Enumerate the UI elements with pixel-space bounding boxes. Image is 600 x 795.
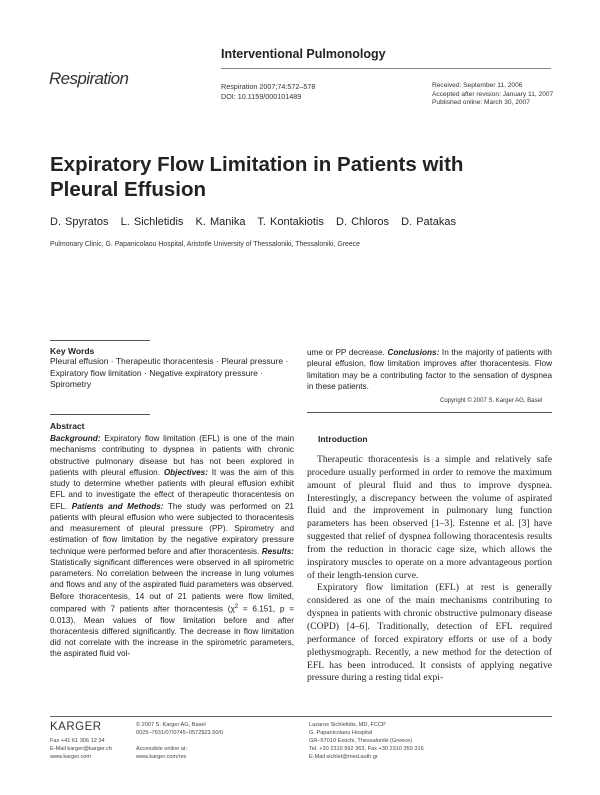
correspondent-email[interactable]: E-Mail sichlet@med.auth.gr bbox=[309, 754, 378, 761]
background-text: Expiratory flow limitation (EFL) is one of the main mechanisms contributing to dyspnea in patients with chronic obstructive pulmonary disease but has not been explored in patients with pleural effusion. bbox=[50, 434, 295, 477]
footer-rule bbox=[50, 716, 552, 717]
correspondent-address: GR–57010 Exochi, Thessaloniki (Greece) bbox=[309, 738, 413, 745]
abstract-continued-text: ume or PP decrease. bbox=[307, 348, 385, 357]
conclusions-label: Conclusions: bbox=[387, 348, 440, 357]
publisher-website[interactable]: www.karger.com bbox=[50, 754, 92, 761]
citation bbox=[221, 82, 315, 102]
published-date: Published online: March 30, 2007 bbox=[432, 99, 530, 107]
conclusions-text: In the majority of patients with pleural effusion, flow limitation improves after thoracentesis. Flow limitation may be a contributing factor to the sensation of dyspnea in these patients. bbox=[307, 348, 552, 391]
accepted-date: Accepted after revision: January 11, 2007 bbox=[432, 90, 554, 98]
footer-access-label: Accessible online at: bbox=[136, 746, 187, 753]
intro-rule bbox=[307, 412, 552, 413]
publisher-fax: Fax +41 61 306 12 34 bbox=[50, 738, 105, 744]
objectives-text: It was the aim of this study to determine whether patients with pleural effusion exhibit EFL and to investigate the effect of therapeutic thoracentesis on EFL. bbox=[50, 467, 294, 511]
abstract-rule bbox=[50, 414, 150, 415]
section-title: Interventional Pulmonology bbox=[221, 47, 386, 61]
methods-label: Patients and Methods: bbox=[71, 501, 164, 511]
chi-square-superscript: 2 bbox=[234, 603, 239, 610]
footer-access-url[interactable]: www.karger.com/res bbox=[136, 754, 187, 761]
intro-paragraph-2: Expiratory flow limitation (EFL) at rest is generally considered as one of the main mechanisms contributing to dyspnea in patients with chronic obstructive pulmonary disease (COPD) [4–6]. Traditionally, detection of EFL required performance of forced expiratory efforts or use of a body plethysmograph. Recently, a new method for the detection of EFL has been introduced. It consists of applying negative pressure during a resting tidal expi- bbox=[307, 582, 552, 684]
correspondent-hospital: G. Papanicolaou Hospital bbox=[309, 730, 373, 737]
background-label: Background: bbox=[50, 434, 101, 443]
abstract-text bbox=[50, 433, 294, 660]
copyright-note: Copyright © 2007 S. Karger AG, Basel bbox=[440, 398, 543, 404]
abstract-heading: Abstract bbox=[50, 421, 85, 431]
keywords-heading: Key Words bbox=[50, 346, 95, 356]
objectives-label: Objectives: bbox=[163, 467, 208, 477]
abstract-continued bbox=[307, 347, 552, 392]
header-rule bbox=[221, 68, 551, 69]
doi-line: DOI: 10.1159/000101489 bbox=[221, 92, 302, 101]
author-list: D. Spyratos L. Sichletidis K. Manika T. Kontakiotis D. Chloros D. Patakas bbox=[50, 216, 456, 228]
keywords-rule bbox=[50, 340, 150, 341]
article-title: Expiratory Flow Limitation in Patients with Pleural Effusion bbox=[50, 153, 464, 201]
affiliation: Pulmonary Clinic, G. Papanicolaou Hospital, Aristotle University of Thessaloniki, Thessaloniki, Greece bbox=[50, 241, 360, 248]
intro-text bbox=[307, 454, 552, 685]
article-dates bbox=[432, 82, 553, 108]
citation-line: Respiration 2007;74:572–578 bbox=[221, 82, 316, 91]
footer-copyright: © 2007 S. Karger AG, Basel bbox=[136, 722, 206, 728]
publisher-contact bbox=[50, 737, 112, 761]
intro-paragraph-1: Therapeutic thoracentesis is a simple and relatively safe procedure usually performed in order to remove the maximum amount of pleural fluid and thus to improve dyspnea. Interestingly, a discrepancy between the volume of aspirated fluid and the improvement in pulmonary lung function parameters has been observed [1–3]. Estenne et al. [3] have suggested that relief of dyspnea following thoracentesis results from the reduction in thoracic cage size, which allows the inspiratory muscles to operate on a more advantageous portion of their length-tension curve. bbox=[307, 454, 552, 581]
results-text: Statistically significant differences were observed in all spirometric parameters. No correlation between the increase in lung volumes and flows and any of the aspirated fluid parameters was observed. Before thoracentesis, 14 out of 21 patients were flow limited, compared with 7 patients after thoracentesis (χ bbox=[50, 557, 294, 614]
correspondent-name: Lazaros Sichletidis, MD, FCCP bbox=[309, 722, 386, 728]
keywords-text: Pleural effusion · Therapeutic thoracentesis · Pleural pressure · Expiratory flow limitation · Negative expiratory pressure · Spirometry bbox=[50, 356, 289, 390]
footer-spacer bbox=[136, 737, 223, 745]
results-text-cont: = 6.151, p = 0.013). Mean values of flow limitation before and after thoracentesis differed significantly. The decrease in flow limitation did not correlate with the increase in the spirometric parameters, the aspirated fluid vol- bbox=[50, 604, 295, 659]
publisher-logo: KARGER bbox=[50, 721, 102, 733]
results-label: Results: bbox=[261, 546, 295, 556]
received-date: Received: September 11, 2006 bbox=[432, 82, 523, 89]
methods-text: The study was performed on 21 patients with pleural effusion who were subjected to thoracentesis and measurement of pleural pressure (PP). Spirometry and estimation of flow limitation by the negative expiratory pressure technique were performed before and after thoracentesis. bbox=[50, 501, 294, 556]
journal-logo: Respiration bbox=[49, 69, 129, 88]
correspondent-phone: Tel. +30 2310 992 363, Fax +30 2310 350 316 bbox=[309, 746, 424, 753]
intro-heading: Introduction bbox=[318, 434, 368, 444]
footer-issn: 0025–7931/07/0745–0572$23.50/0 bbox=[136, 730, 224, 737]
footer-copyright-block bbox=[136, 721, 223, 761]
correspondence-block bbox=[309, 721, 424, 761]
publisher-email[interactable]: E-Mail karger@karger.ch bbox=[50, 746, 112, 753]
